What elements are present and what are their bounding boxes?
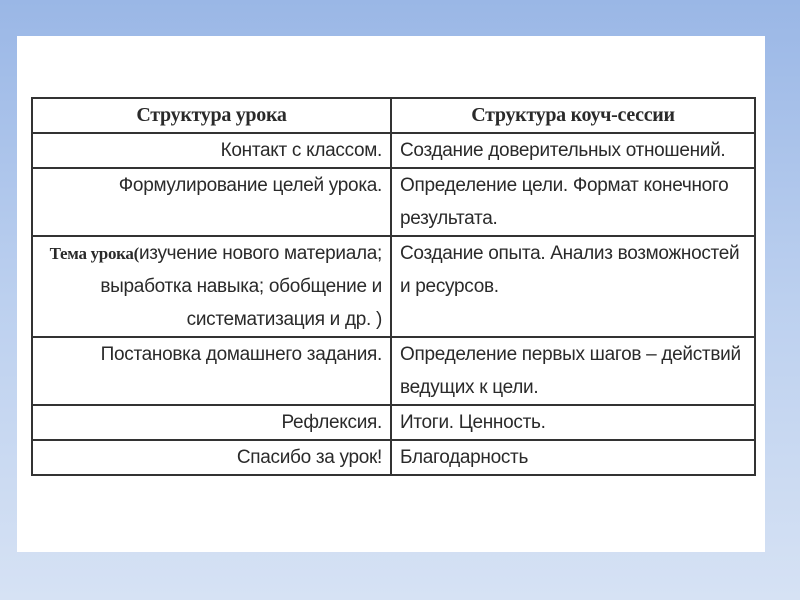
- table-row: [32, 337, 755, 405]
- coach-cell: Итоги. Ценность.: [391, 405, 755, 440]
- lesson-topic-text: изучение нового материала; выработка навыка; обобщение и систематизация и др. ): [100, 243, 382, 330]
- table-row: [32, 168, 755, 236]
- coach-cell: Благодарность: [391, 440, 755, 475]
- table-row: [32, 133, 755, 168]
- table-row: [32, 405, 755, 440]
- table-header-row: [32, 98, 755, 133]
- coach-cell: Определение цели. Формат конечного результата.: [391, 168, 755, 236]
- table-row: [32, 440, 755, 475]
- coach-cell: Создание доверительных отношений.: [391, 133, 755, 168]
- comparison-table: [31, 97, 756, 476]
- lesson-topic-prefix: Тема урока(: [49, 244, 139, 263]
- lesson-cell: Спасибо за урок!: [32, 440, 391, 475]
- lesson-cell: Рефлексия.: [32, 405, 391, 440]
- header-coach-session-structure: Структура коуч-сессии: [391, 98, 755, 133]
- header-lesson-structure: Структура урока: [32, 98, 391, 133]
- coach-cell: Определение первых шагов – действий ведущих к цели.: [391, 337, 755, 405]
- lesson-cell: Контакт с классом.: [32, 133, 391, 168]
- coach-cell: Создание опыта. Анализ возможностей и ресурсов.: [391, 236, 755, 337]
- slide: [17, 36, 765, 552]
- lesson-cell: [32, 236, 391, 337]
- table-row: [32, 236, 755, 337]
- lesson-cell: Формулирование целей урока.: [32, 168, 391, 236]
- lesson-cell: Постановка домашнего задания.: [32, 337, 391, 405]
